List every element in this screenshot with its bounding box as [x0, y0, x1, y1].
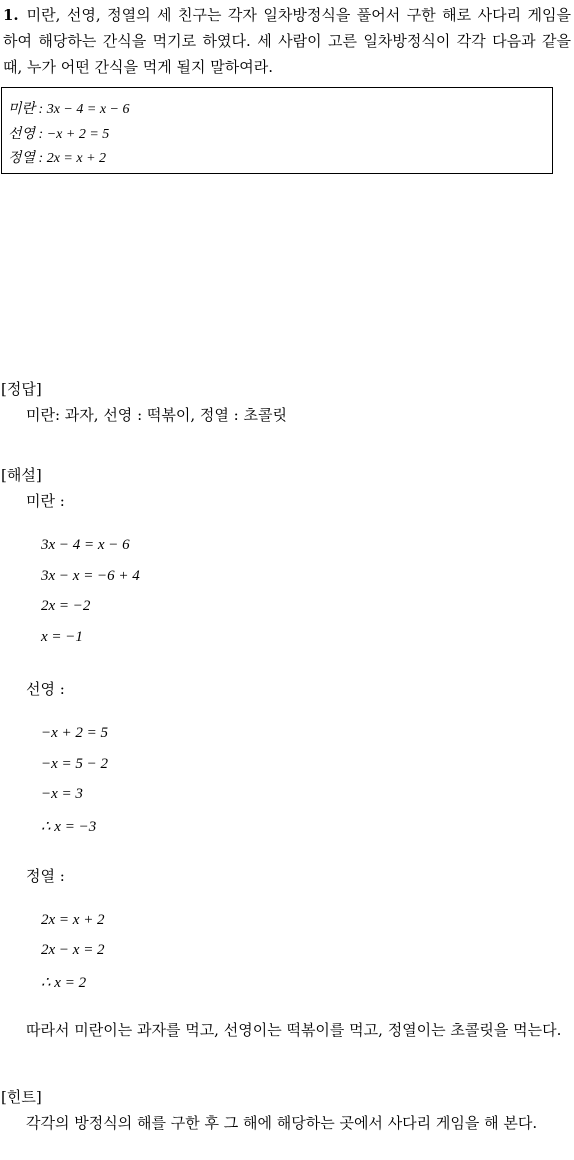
problem-text: 미란, 선영, 정열의 세 친구는 각자 일차방정식을 풀어서 구한 해로 사다리 게임을 하여 해당하는 간식을 먹기로 하였다. 세 사람이 고른 일차방정식이 각각 다음과 같을 때, 누가 어떤 간식을 먹게 될지 말하여라.	[3, 6, 571, 76]
explanation-header: [해설]	[1, 466, 42, 484]
jeongyeol-step: ∴ x = 2	[41, 975, 87, 991]
miran-step: 3x − 4 = x − 6	[41, 537, 130, 553]
seonyoung-step: −x = 5 − 2	[41, 756, 109, 772]
hint-header: [힌트]	[1, 1088, 42, 1106]
equation-jeongyeol: 정열 : 2x = x + 2	[8, 151, 107, 166]
miran-step: 3x − x = −6 + 4	[41, 568, 140, 584]
jeongyeol-step: 2x = x + 2	[41, 912, 105, 928]
conclusion-body: 따라서 미란이는 과자를 먹고, 선영이는 떡볶이를 먹고, 정열이는 초콜릿을 먹는다.	[26, 1021, 562, 1039]
jeongyeol-label: 정열 :	[26, 867, 65, 885]
seonyoung-step: ∴ x = −3	[41, 819, 97, 835]
seonyoung-step: −x + 2 = 5	[41, 725, 109, 741]
seonyoung-label: 선영 :	[26, 680, 65, 698]
conclusion-text	[1, 1017, 573, 1043]
answer-text: 미란: 과자, 선영 : 떡볶이, 정열 : 초콜릿	[26, 406, 287, 424]
equation-miran: 미란 : 3x − 4 = x − 6	[8, 102, 130, 117]
jeongyeol-step: 2x − x = 2	[41, 942, 105, 958]
hint-text	[1, 1110, 573, 1136]
seonyoung-step: −x = 3	[41, 786, 83, 802]
miran-label: 미란 :	[26, 492, 65, 510]
hint-body: 각각의 방정식의 해를 구한 후 그 해에 해당하는 곳에서 사다리 게임을 해 본다.	[26, 1114, 538, 1132]
equations-box	[1, 87, 553, 174]
answer-header: [정답]	[1, 380, 42, 398]
miran-step: x = −1	[41, 629, 83, 645]
problem-statement	[3, 2, 571, 80]
equation-seonyoung: 선영 : −x + 2 = 5	[8, 127, 110, 142]
problem-number: 1.	[3, 6, 19, 24]
miran-step: 2x = −2	[41, 598, 91, 614]
